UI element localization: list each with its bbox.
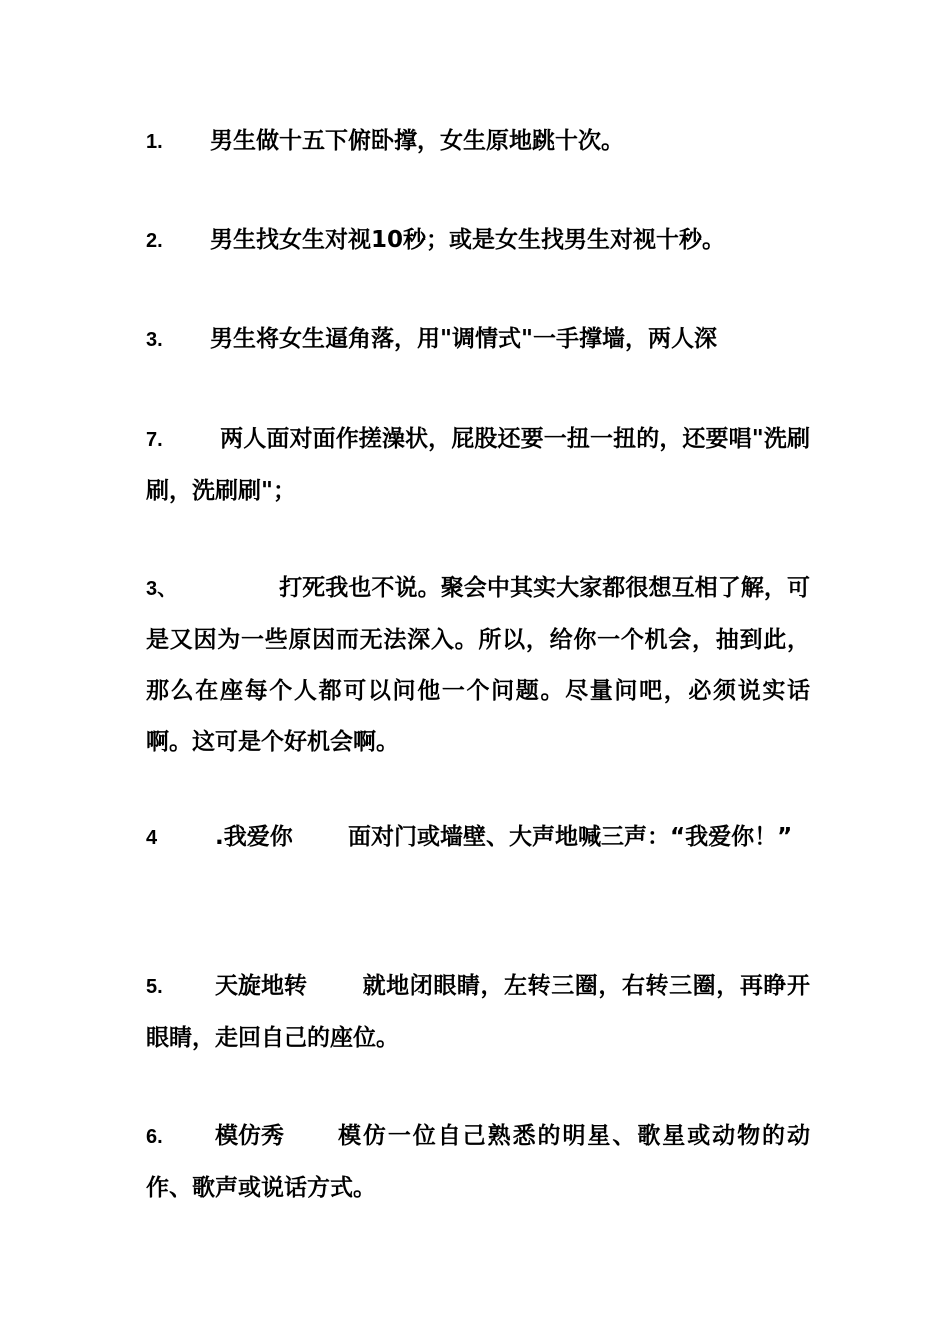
list-item xyxy=(146,314,810,366)
item-title: .我爱你 xyxy=(215,824,293,850)
item-text: 模仿一位自己熟悉的明星、歌星或动物的动作、歌声或说话方式。 xyxy=(146,1123,810,1201)
item-text: 打死我也不说。聚会中其实大家都很想互相了解，可是又因为一些原因而无法深入。所以，给你一个机会，抽到此，那么在座每个人都可以问他一个问题。尽量问吧，必须说实话啊。这可是个好机会啊。 xyxy=(146,575,810,755)
list-item xyxy=(146,563,810,768)
item-number: 7. xyxy=(146,429,163,451)
item-text: 男生找女生对视10秒；或是女生找男生对视十秒。 xyxy=(210,227,726,253)
item-text: 面对门或墙壁、大声地喊三声：“我爱你！” xyxy=(348,824,793,850)
item-number: 1. xyxy=(146,131,163,153)
item-text: 就地闭眼睛，左转三圈，右转三圈，再睁开眼睛，走回自己的座位。 xyxy=(146,973,810,1051)
item-number: 5. xyxy=(146,976,163,998)
list-item xyxy=(146,1111,810,1214)
list-item xyxy=(146,215,810,267)
item-text: 男生将女生逼角落，用"调情式"一手撑墙，两人深 xyxy=(210,326,717,352)
item-title: 模仿秀 xyxy=(215,1123,284,1149)
item-text: 两人面对面作搓澡状，屁股还要一扭一扭的，还要唱"洗刷刷，洗刷刷"； xyxy=(146,426,810,504)
list-item xyxy=(146,414,810,517)
item-number: 3、 xyxy=(146,578,178,600)
item-text: 男生做十五下俯卧撑，女生原地跳十次。 xyxy=(210,128,624,154)
list-item xyxy=(146,116,810,168)
item-title: 天旋地转 xyxy=(215,973,307,999)
item-number: 6. xyxy=(146,1126,163,1148)
list-item xyxy=(146,961,810,1064)
item-number: 3. xyxy=(146,329,163,351)
list-item xyxy=(146,812,810,864)
item-number: 2. xyxy=(146,230,163,252)
item-number: 4 xyxy=(146,827,158,849)
